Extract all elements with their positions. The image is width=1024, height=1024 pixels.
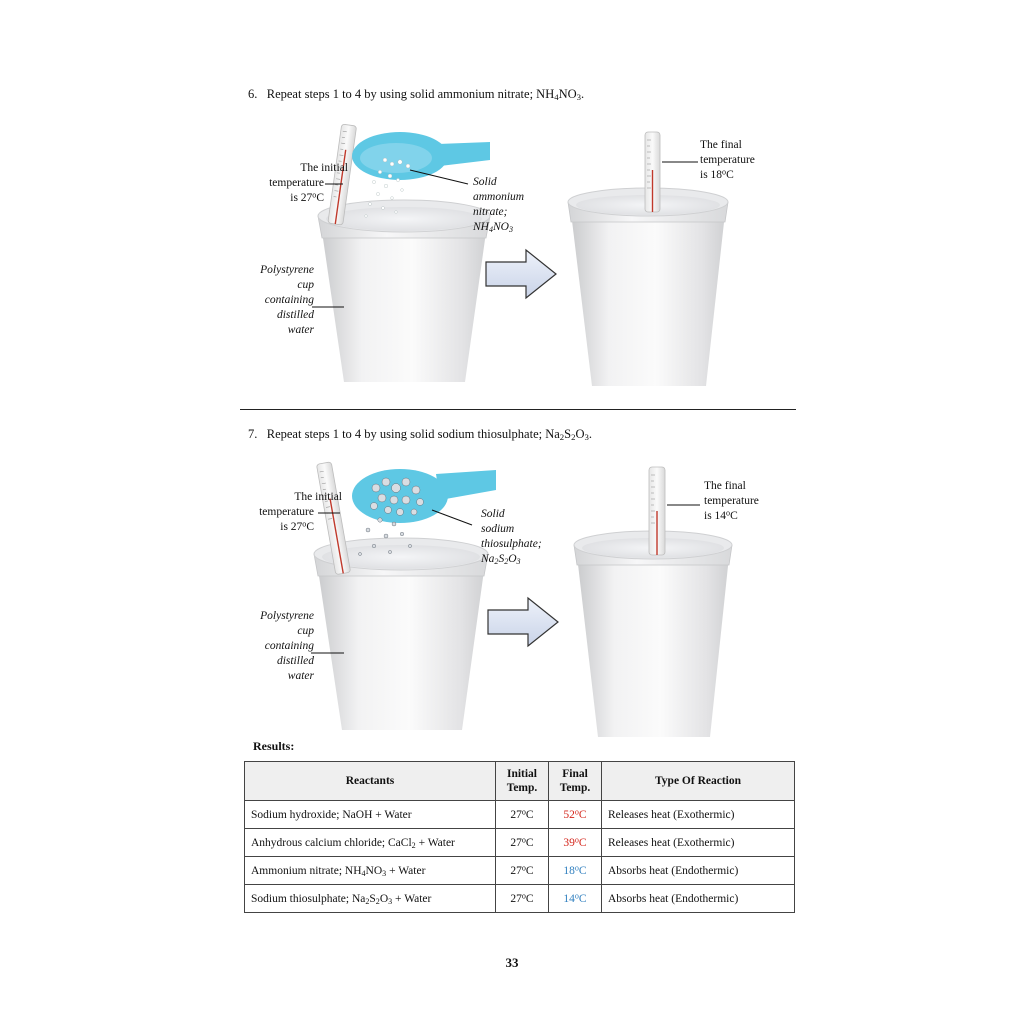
header-type: Type Of Reaction [602,762,795,801]
table-row [245,801,795,829]
results-table [244,761,795,913]
step-6-instruction: 6. Repeat steps 1 to 4 by using solid ammonium nitrate; $NH_4NO_3$. [248,87,585,103]
cell-initial: 27$^o$C [496,885,549,913]
cell-reactant: Sodium hydroxide; NaOH + Water [245,801,496,829]
step7-cup-label: Polystyrene cup containing distilled water [260,610,314,682]
cell-final: 14$^o$C [549,885,602,913]
header-final-temp: Final Temp. [549,762,602,801]
table-row [245,857,795,885]
table-row [245,885,795,913]
polystyrene-cup [576,547,730,737]
step6-cup-label: Polystyrene cup containing distilled water [260,264,314,336]
table-header-row [245,762,795,801]
cell-type: Absorbs heat (Endothermic) [602,857,795,885]
cell-initial: 27$^o$C [496,801,549,829]
cell-final: 39$^o$C [549,829,602,857]
page-number: 33 [505,955,519,970]
table-row [245,829,795,857]
step-7-instruction: 7. Repeat steps 1 to 4 by using solid sodium thiosulphate; $Na_2S_2O_3$. [248,427,593,443]
cell-final: 18$^o$C [549,857,602,885]
cell-type: Absorbs heat (Endothermic) [602,885,795,913]
step6-final-temp-label: The final temperature is 18$^o$C [700,139,755,181]
step6-solid-label: Solid ammonium nitrate; $NH_4NO_3$ [473,176,525,234]
step-number: 7. [248,427,258,441]
cell-initial: 27$^o$C [496,857,549,885]
step7-final-temp-label: The final temperature is 14$^o$C [704,480,759,522]
step-number: 6. [248,87,258,101]
cell-type: Releases heat (Exothermic) [602,829,795,857]
header-initial-temp: Initial Temp. [496,762,549,801]
cell-type: Releases heat (Exothermic) [602,801,795,829]
step7-initial-temp-label: The initial temperature is 27$^o$C [259,491,342,533]
cell-reactant: Ammonium nitrate; $NH_4NO_3$ + Water [245,857,496,885]
step6-initial-temp-label: The initial temperature is 27$^o$C [269,162,348,204]
step7-solid-label: Solid sodium thiosulphate; $Na_2S_2O_3$ [481,508,542,566]
cell-initial: 27$^o$C [496,829,549,857]
results-heading: Results: [253,739,295,753]
cell-final: 52$^o$C [549,801,602,829]
thermometer [649,467,665,555]
cell-reactant: Anhydrous calcium chloride; CaCl$_2$ + Water [245,829,496,857]
header-reactants: Reactants [245,762,496,801]
cell-reactant: Sodium thiosulphate; $Na_2S_2O_3$ + Water [245,885,496,913]
